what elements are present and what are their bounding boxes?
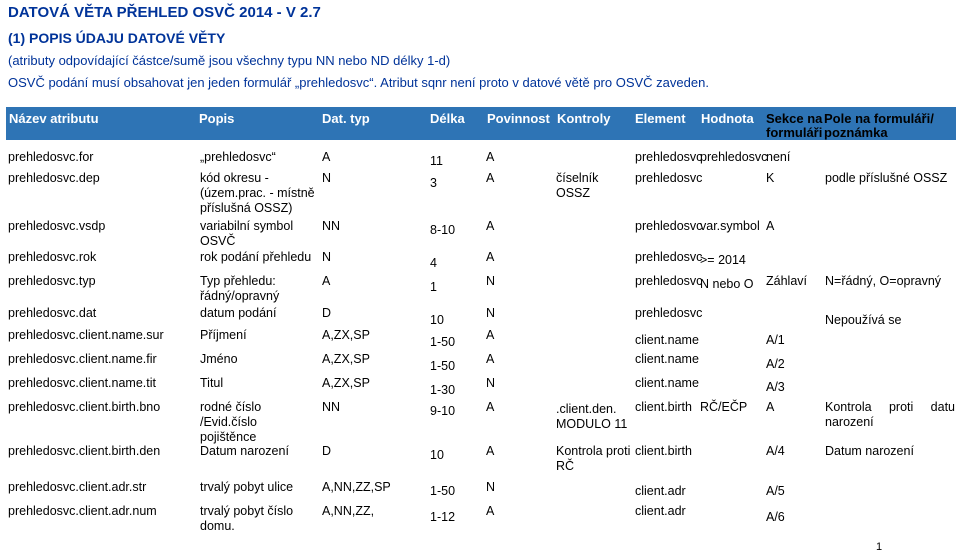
cell-pole: N=řádný, O=opravný — [825, 274, 942, 288]
cell-pov: A — [486, 171, 495, 185]
cell-popis: Příjmení — [200, 328, 247, 342]
cell-popis: trvalý pobyt ulice — [200, 480, 294, 494]
cell-delka: 8-10 — [430, 223, 456, 237]
cell-popis: datum podání — [200, 306, 277, 320]
cell-name: prehledosvc.vsdp — [8, 219, 106, 233]
cell-pov: A — [486, 150, 495, 164]
cell-sekce: A/2 — [766, 357, 785, 371]
cell-typ: A,NN,ZZ,SP — [322, 480, 391, 494]
cell-popis: Typ přehledu: řádný/opravný — [200, 274, 280, 303]
cell-typ: D — [322, 444, 332, 458]
cell-popis: rodné číslo /Evid.číslo pojištěnce — [200, 400, 262, 444]
cell-pov: A — [486, 504, 495, 518]
cell-pole: Kontrola proti datu narození — [825, 400, 955, 429]
header-povinnost: Povinnost — [487, 111, 550, 126]
cell-typ: N — [322, 171, 332, 185]
cell-pov: A — [486, 250, 495, 264]
cell-pov: A — [486, 352, 495, 366]
cell-name: prehledosvc.client.name.fir — [8, 352, 157, 366]
header-element: Element — [635, 111, 686, 126]
header-sekce: Sekce na formuláři — [766, 111, 823, 140]
cell-element: client.birth — [635, 444, 692, 458]
cell-typ: A,ZX,SP — [322, 328, 370, 342]
cell-sekce: A/4 — [766, 444, 785, 458]
cell-delka: 1 — [430, 280, 437, 294]
cell-kontroly: Kontrola proti RČ — [556, 444, 631, 473]
cell-typ: A — [322, 274, 331, 288]
cell-pov: A — [486, 444, 495, 458]
cell-element: client.name — [635, 352, 699, 366]
description-line-2: OSVČ podání musí obsahovat jen jeden formulář „prehledosvc“. Atribut sqnr není proto v datové větě pro OSVČ zaveden. — [8, 75, 709, 90]
table-header — [6, 107, 956, 140]
cell-typ: N — [322, 250, 332, 264]
cell-typ: A,NN,ZZ, — [322, 504, 375, 518]
cell-element: prehledosvc — [635, 306, 703, 320]
cell-pov: N — [486, 306, 496, 320]
cell-element: prehledosvc — [635, 250, 703, 264]
cell-delka: 1-50 — [430, 335, 456, 349]
cell-delka: 3 — [430, 176, 437, 190]
cell-delka: 1-50 — [430, 359, 456, 373]
cell-sekce: A — [766, 400, 775, 414]
cell-element: client.birth — [635, 400, 692, 414]
cell-name: prehledosvc.client.adr.str — [8, 480, 147, 494]
cell-element: client.name — [635, 333, 699, 347]
cell-pole: Nepoužívá se — [825, 313, 902, 327]
description-line-1: (atributy odpovídající částce/sumě jsou všechny typu NN nebo ND délky 1-d) — [8, 53, 451, 68]
header-kontroly: Kontroly — [557, 111, 611, 126]
cell-name: prehledosvc.dat — [8, 306, 97, 320]
cell-popis: kód okresu - (územ.prac. - místně příslušná OSSZ) — [200, 171, 315, 215]
cell-delka: 10 — [430, 448, 444, 462]
header-popis: Popis — [199, 111, 235, 126]
cell-sekce: A/5 — [766, 484, 785, 498]
header-nazev: Název atributu — [9, 111, 99, 126]
cell-name: prehledosvc.rok — [8, 250, 97, 264]
cell-sekce: není — [766, 150, 791, 164]
cell-popis: Titul — [200, 376, 224, 390]
cell-pov: N — [486, 274, 496, 288]
header-delka: Délka — [430, 111, 465, 126]
header-hodnota: Hodnota — [701, 111, 754, 126]
cell-element: client.adr — [635, 504, 686, 518]
cell-element: prehledosvc — [635, 171, 703, 185]
cell-sekce: A/1 — [766, 333, 785, 347]
cell-typ: NN — [322, 219, 341, 233]
cell-popis: variabilní symbol OSVČ — [200, 219, 294, 248]
cell-element: prehledosvc — [635, 219, 703, 233]
cell-delka: 10 — [430, 313, 444, 327]
cell-popis: Datum narození — [200, 444, 289, 458]
header-pole: Pole na formuláři/ poznámka — [824, 111, 934, 140]
page-number: 1 — [876, 541, 883, 553]
cell-name: prehledosvc.client.birth.bno — [8, 400, 161, 414]
cell-typ: NN — [322, 400, 341, 414]
cell-name: prehledosvc.client.name.tit — [8, 376, 156, 390]
cell-popis: trvalý pobyt číslo domu. — [200, 504, 294, 533]
cell-typ: D — [322, 306, 332, 320]
cell-sekce: A/6 — [766, 510, 785, 524]
cell-hodnota: >= 2014 — [700, 253, 746, 267]
cell-sekce: K — [766, 171, 775, 185]
section-heading: (1) POPIS ÚDAJU DATOVÉ VĚTY — [8, 30, 226, 46]
cell-popis: Jméno — [200, 352, 238, 366]
cell-delka: 1-30 — [430, 383, 456, 397]
cell-sekce: A/3 — [766, 380, 785, 394]
cell-delka: 11 — [430, 154, 443, 168]
cell-typ: A — [322, 150, 331, 164]
cell-element: client.adr — [635, 484, 686, 498]
cell-element: prehledosvc — [635, 150, 703, 164]
cell-hodnota: N nebo O — [700, 277, 754, 291]
cell-hodnota: RČ/EČP — [700, 400, 748, 414]
cell-popis: rok podání přehledu — [200, 250, 312, 264]
cell-name: prehledosvc.dep — [8, 171, 100, 185]
cell-popis: „prehledosvc“ — [200, 150, 276, 164]
cell-delka: 1-50 — [430, 484, 456, 498]
cell-pov: N — [486, 480, 496, 494]
cell-sekce: Záhlaví — [766, 274, 807, 288]
cell-kontroly: .client.den. MODULO 11 — [556, 402, 628, 431]
cell-typ: A,ZX,SP — [322, 376, 370, 390]
cell-name: prehledosvc.client.name.sur — [8, 328, 164, 342]
cell-sekce: A — [766, 219, 775, 233]
cell-kontroly: číselník OSSZ — [556, 171, 599, 200]
cell-delka: 4 — [430, 256, 437, 270]
cell-delka: 1-12 — [430, 510, 456, 524]
cell-delka: 9-10 — [430, 404, 456, 418]
cell-typ: A,ZX,SP — [322, 352, 370, 366]
cell-name: prehledosvc.client.adr.num — [8, 504, 157, 518]
cell-pole: Datum narození — [825, 444, 914, 458]
cell-pov: A — [486, 328, 495, 342]
cell-name: prehledosvc.typ — [8, 274, 96, 288]
document-title: DATOVÁ VĚTA PŘEHLED OSVČ 2014 - V 2.7 — [8, 4, 321, 21]
cell-element: client.name — [635, 376, 699, 390]
cell-name: prehledosvc.for — [8, 150, 94, 164]
cell-name: prehledosvc.client.birth.den — [8, 444, 161, 458]
cell-pov: N — [486, 376, 496, 390]
cell-hodnota: var.symbol — [700, 219, 760, 233]
cell-hodnota: prehledosvc — [700, 150, 768, 164]
header-dattyp: Dat. typ — [322, 111, 370, 126]
cell-element: prehledosvc — [635, 274, 703, 288]
cell-pov: A — [486, 400, 495, 414]
cell-pole: podle příslušné OSSZ — [825, 171, 948, 185]
cell-pov: A — [486, 219, 495, 233]
